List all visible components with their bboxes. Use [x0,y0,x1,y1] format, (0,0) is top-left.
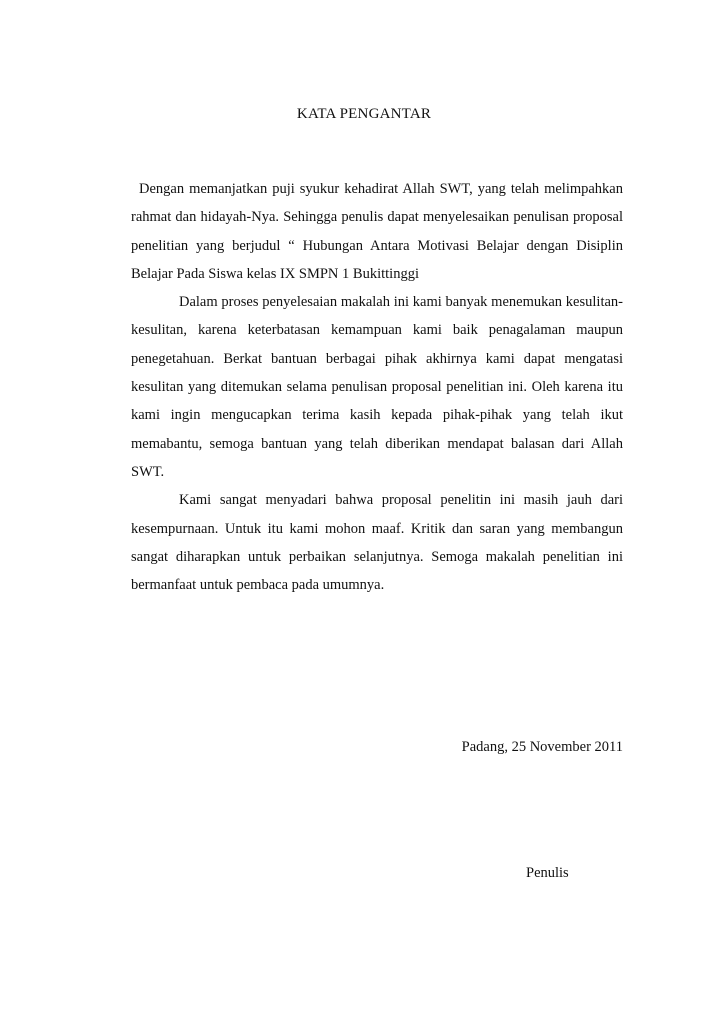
paragraph-1: Dengan memanjatkan puji syukur kehadirat Allah SWT, yang telah melimpahkan rahmat dan hidayah-Nya. Sehingga penulis dapat menyelesaikan penulisan proposal penelitian yang berjudul “ Hubungan Antara Motivasi Belajar dengan Disiplin Belajar Pada Siswa kelas IX SMPN 1 Bukittinggi [131,181,623,282]
paragraph-3: Kami sangat menyadari bahwa proposal penelitin ini masih jauh dari kesempurnaan. Untuk itu kami mohon maaf. Kritik dan saran yang membangun sangat diharapkan untuk perbaikan selanjutnya. Semoga makalah penelitian ini bermanfaat untuk pembaca pada umumnya. [131,492,623,594]
page-title: KATA PENGANTAR [296,106,432,122]
signer-name: Penulis [526,865,569,881]
place-date: Padang, 25 November 2011 [461,739,623,755]
body-text [131,175,623,599]
paragraph-2: Dalam proses penyelesaian makalah ini kami banyak menemukan kesulitan-kesulitan, karena keterbatasan kemampuan kami baik penagalaman maupun penegetahuan. Berkat bantuan berbagai pihak akhirnya kami dapat mengatasi kesulitan yang ditemukan selama penulisan proposal penelitian ini. Oleh karena itu kami ingin mengucapkan terima kasih kepada pihak-pihak yang telah ikut memabantu, semoga bantuan yang telah diberikan mendapat balasan dari Allah SWT. [131,294,623,480]
